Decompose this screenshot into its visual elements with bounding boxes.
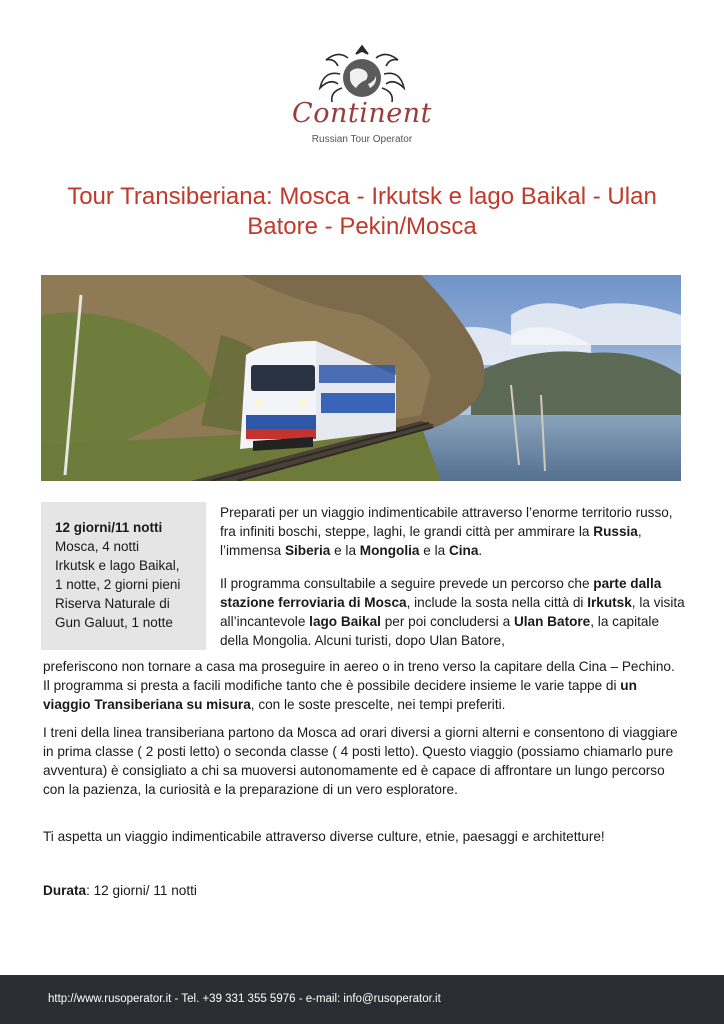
trip-duration-heading: 12 giorni/11 notti <box>55 520 163 535</box>
logo-tagline: Russian Tour Operator <box>311 134 413 145</box>
summary-line: Mosca, 4 notti <box>55 539 140 554</box>
globe-crown-icon <box>280 44 444 104</box>
page-title: Tour Transiberiana: Mosca - Irkutsk e lago Baikal - Ulan Batore - Pekin/Mosca <box>67 183 657 240</box>
summary-line: Gun Galuut, 1 notte <box>55 615 173 630</box>
summary-line: 1 notte, 2 giorni pieni <box>55 577 181 592</box>
summary-line: Riserva Naturale di <box>55 596 170 611</box>
duration-label: Durata <box>43 883 87 898</box>
duration-value: : 12 giorni/ 11 notti <box>86 883 197 898</box>
duration-line <box>43 881 683 900</box>
trip-summary-box <box>41 502 206 650</box>
footer-contact: http://www.rusoperator.it - Tel. +39 331 355 5976 - e-mail: info@rusoperator.it <box>48 993 441 1005</box>
summary-line: Irkutsk e lago Baikal, <box>55 558 180 573</box>
hero-image-train-baikal <box>41 275 681 481</box>
trains-paragraph: I treni della linea transiberiana partono da Mosca ad orari diversi a giorni alterni e consentono di viaggiare in prima classe ( 2 posti letto) o seconda classe ( 4 posti letto). Questo viaggio (possiamo chiamarlo pure avventura) è consigliato a chi sa muoversi autonomamente ed è capace di affrontare un lungo percorso con la pazienza, la curiosità e la preparazione di un vero esploratore. <box>43 725 678 797</box>
brand-logo <box>280 44 444 154</box>
footer-bar <box>0 975 724 1024</box>
logo-wordmark: Continent <box>292 98 432 129</box>
closing-paragraph: Ti aspetta un viaggio indimenticabile attraverso diverse culture, etnie, paesaggi e architetture! <box>43 829 605 844</box>
program-paragraph-continued: preferiscono non tornare a casa ma proseguire in aereo o in treno verso la capitare della Cina – Pechino. Il programma si presta a facili modifiche tanto che è possibile decidere insieme le varie tappe di un viaggio Transiberiana su misura, con le soste prescelte, nei tempi preferiti. <box>43 659 675 712</box>
program-paragraph: Il programma consultabile a seguire prevede un percorso che parte dalla stazione ferroviaria di Mosca, include la sosta nella città di Irkutsk, la visita all’incantevole lago Baikal per poi concludersi a Ulan Batore, la capitale della Mongolia. Alcuni turisti, dopo Ulan Batore, <box>220 576 685 648</box>
intro-paragraph: Preparati per un viaggio indimenticabile attraverso l’enorme territorio russo, fra infiniti boschi, steppe, laghi, le grandi città per ammirare la Russia, l’immensa Siberia e la Mongolia e la Cina. <box>220 505 673 558</box>
train-landscape-illustration <box>41 275 681 481</box>
